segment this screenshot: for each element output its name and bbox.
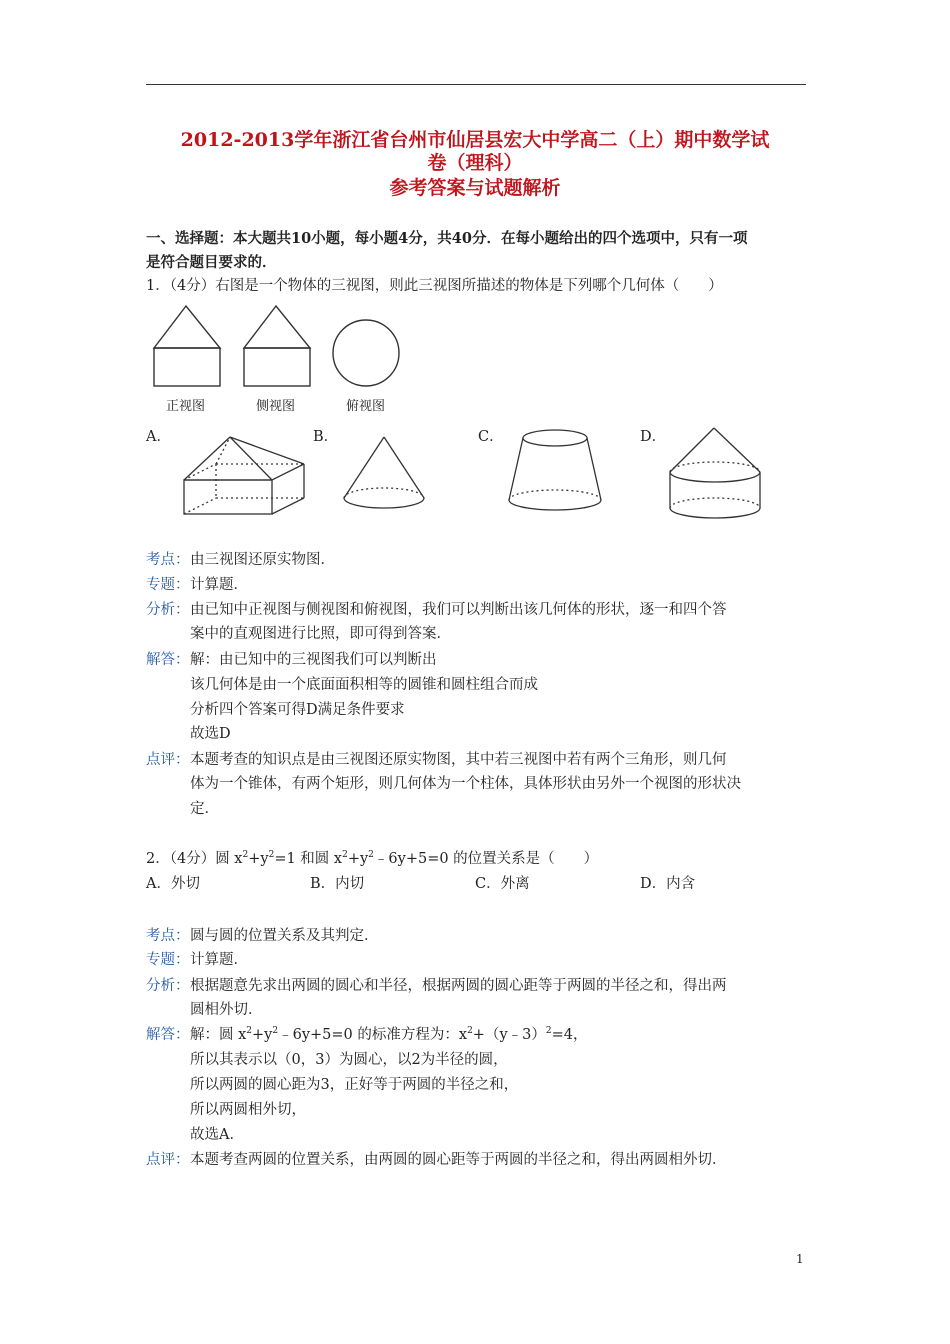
q1-fenxi-line-1: 由已知中正视图与侧视图和俯视图，我们可以判断出该几何体的形状，逐一和四个答 [190, 602, 727, 618]
q1-jieda-label: 解答： [146, 652, 190, 668]
q1-dianping-line-1: 本题考查的知识点是由三视图还原实物图，其中若三视图中若有两个三角形，则几何 [190, 752, 727, 768]
q1-jieda-line-1: 解：由已知中的三视图我们可以判断出 [190, 652, 437, 668]
q2-zhuanti-label: 专题： [146, 952, 190, 968]
q1-option-a-label: A． [146, 429, 171, 445]
option-d-solid [666, 426, 766, 522]
q2-jieda-label: 解答： [146, 1027, 190, 1043]
option-c-solid [505, 428, 605, 518]
q1-jieda-line-4: 故选D [190, 726, 231, 742]
top-view-shape [333, 320, 399, 386]
header-rule [146, 84, 806, 85]
q2-stem: 2．（4分）圆 $x^2+y^2=1$ 和圆 $x^2+y^2﹣6y+5=0$ 的位置关系是（ ） [146, 850, 599, 867]
option-a-solid [180, 434, 310, 520]
q2-zhuanti-text: 计算题． [190, 952, 248, 968]
q1-kaodian-text: 由三视图还原实物图． [190, 552, 335, 568]
option-b-solid [340, 434, 430, 514]
q2-kaodian-label: 考点： [146, 928, 190, 944]
q2-option-b: B．内切 [310, 876, 365, 892]
side-view-caption: 侧视图 [256, 399, 296, 414]
q1-dianping-line-2: 体为一个锥体，有两个矩形，则几何体为一个柱体，具体形状由另外一个视图的形状决 [190, 776, 741, 792]
q2-dianping-label: 点评： [146, 1152, 190, 1168]
q1-fenxi-line-2: 案中的直观图进行比照，即可得到答案． [190, 626, 451, 642]
q2-dianping-line-1: 本题考查两圆的位置关系，由两圆的圆心距等于两圆的半径之和，得出两圆相外切． [190, 1152, 727, 1168]
q2-fenxi-line-2: 圆相外切． [190, 1002, 263, 1018]
q1-dianping-label: 点评： [146, 752, 190, 768]
q1-kaodian-label: 考点： [146, 552, 190, 568]
title-line-1: 2012-2013学年浙江省台州市仙居县宏大中学高二（上）期中数学试 [180, 129, 770, 151]
section-heading-1: 一、选择题：本大题共10小题，每小题4分，共40分．在每小题给出的四个选项中，只有一项 [146, 230, 748, 247]
page-number: 1 [796, 1252, 804, 1266]
three-views-figure [150, 300, 410, 392]
q2-jieda-line-1: 解：圆 $x^2+y^2﹣6y+5=0$ 的标准方程为：$x^2+(y﹣3)^2=4$， [190, 1026, 588, 1043]
q2-jieda-line-2: 所以其表示以（0，3）为圆心，以2为半径的圆， [190, 1052, 508, 1068]
q2-fenxi-label: 分析： [146, 978, 190, 994]
title-line-2: 卷（理科） [427, 152, 523, 174]
q1-jieda-line-2: 该几何体是由一个底面面积相等的圆锥和圆柱组合而成 [190, 677, 538, 693]
side-view-shape [244, 306, 310, 386]
front-view-shape [154, 306, 220, 386]
q1-zhuanti-label: 专题： [146, 577, 190, 593]
title-line-3: 参考答案与试题解析 [389, 177, 561, 199]
q1-stem: 1．（4分）右图是一个物体的三视图，则此三视图所描述的物体是下列哪个几何体（ ） [146, 278, 723, 294]
q1-option-c-label: C． [478, 429, 504, 445]
q1-dianping-line-3: 定． [190, 801, 219, 817]
q1-fenxi-label: 分析： [146, 602, 190, 618]
q2-jieda-line-5: 故选A． [190, 1127, 244, 1143]
q2-option-a: A．外切 [146, 876, 200, 892]
front-view-caption: 正视图 [166, 399, 206, 414]
q2-kaodian-text: 圆与圆的位置关系及其判定． [190, 928, 379, 944]
q2-jieda-line-3: 所以两圆的圆心距为3，正好等于两圆的半径之和， [190, 1077, 519, 1093]
q2-option-c: C．外离 [475, 876, 530, 892]
q1-jieda-line-3: 分析四个答案可得D满足条件要求 [190, 702, 405, 718]
top-view-caption: 俯视图 [346, 399, 386, 414]
section-heading-2: 是符合题目要求的． [146, 254, 277, 271]
q1-zhuanti-text: 计算题． [190, 577, 248, 593]
q2-fenxi-line-1: 根据题意先求出两圆的圆心和半径，根据两圆的圆心距等于两圆的半径之和，得出两 [190, 978, 727, 994]
q1-option-d-label: D． [640, 429, 667, 445]
q2-jieda-line-4: 所以两圆相外切， [190, 1102, 306, 1118]
q1-option-b-label: B． [313, 429, 339, 445]
q2-option-d: D．内含 [640, 876, 696, 892]
